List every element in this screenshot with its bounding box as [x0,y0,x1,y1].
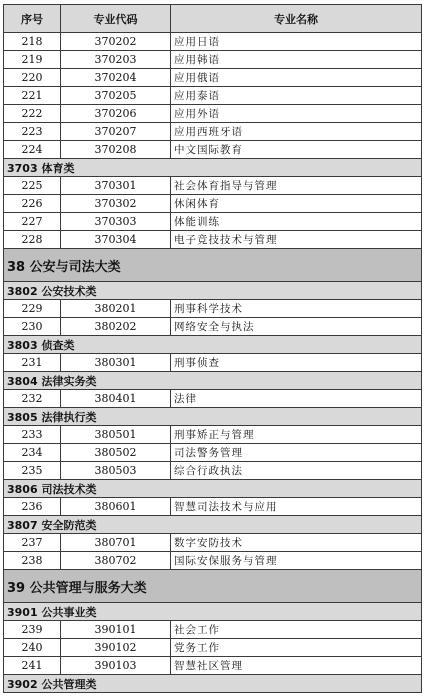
subcategory-row [4,516,422,534]
header-seq: 序号 [4,5,61,33]
name-cell: 应用韩语 [171,51,422,69]
subcategory-row [4,336,422,354]
name-cell: 社会工作 [171,621,422,639]
name-cell: 刑事侦查 [171,354,422,372]
code-cell: 370208 [61,141,171,159]
subcategory-row [4,480,422,498]
name-cell: 智慧司法技术与应用 [171,498,422,516]
name-cell: 法律 [171,390,422,408]
name-cell: 电子竞技技术与管理 [171,231,422,249]
table-row [4,657,422,675]
subcategory-label: 3802 公安技术类 [4,282,422,300]
table-row [4,300,422,318]
subcategory-label: 3901 公共事业类 [4,603,422,621]
table-row [4,498,422,516]
subcategory-label: 3703 体育类 [4,159,422,177]
seq-cell: 231 [4,354,61,372]
table-row [4,444,422,462]
seq-cell: 235 [4,462,61,480]
subcategory-row [4,675,422,693]
code-cell: 380503 [61,462,171,480]
table-row [4,69,422,87]
code-cell: 380601 [61,498,171,516]
name-cell: 应用外语 [171,105,422,123]
seq-cell: 222 [4,105,61,123]
subcategory-label: 3803 侦查类 [4,336,422,354]
table-row [4,195,422,213]
table-row [4,177,422,195]
name-cell: 数字安防技术 [171,534,422,552]
subcategory-row [4,372,422,390]
code-cell: 370302 [61,195,171,213]
seq-cell: 218 [4,33,61,51]
name-cell: 国际安保服务与管理 [171,552,422,570]
name-cell: 司法警务管理 [171,444,422,462]
major-category-row [4,249,422,282]
code-cell: 370303 [61,213,171,231]
name-cell: 刑事矫正与管理 [171,426,422,444]
seq-cell: 232 [4,390,61,408]
table-row [4,141,422,159]
subcategory-row [4,159,422,177]
table-row [4,123,422,141]
name-cell: 网络安全与执法 [171,318,422,336]
seq-cell: 241 [4,657,61,675]
code-cell: 390103 [61,657,171,675]
table-row [4,552,422,570]
name-cell: 应用泰语 [171,87,422,105]
name-cell: 应用日语 [171,33,422,51]
name-cell: 休闲体育 [171,195,422,213]
table-row [4,87,422,105]
seq-cell: 229 [4,300,61,318]
table-row [4,621,422,639]
code-cell: 370202 [61,33,171,51]
table-row [4,33,422,51]
header-row [4,5,422,33]
seq-cell: 221 [4,87,61,105]
code-cell: 380501 [61,426,171,444]
seq-cell: 223 [4,123,61,141]
seq-cell: 230 [4,318,61,336]
subcategory-label: 3807 安全防范类 [4,516,422,534]
subcategory-label: 3806 司法技术类 [4,480,422,498]
table-header [4,5,422,33]
code-cell: 380502 [61,444,171,462]
code-cell: 370301 [61,177,171,195]
major-category-row [4,570,422,603]
code-cell: 380202 [61,318,171,336]
code-cell: 380701 [61,534,171,552]
seq-cell: 234 [4,444,61,462]
seq-cell: 227 [4,213,61,231]
code-cell: 370207 [61,123,171,141]
name-cell: 党务工作 [171,639,422,657]
subcategory-label: 3804 法律实务类 [4,372,422,390]
subcategory-label: 3805 法律执行类 [4,408,422,426]
major-category-label: 39 公共管理与服务大类 [4,570,422,603]
table-row [4,426,422,444]
table-row [4,534,422,552]
table-row [4,354,422,372]
seq-cell: 225 [4,177,61,195]
name-cell: 应用俄语 [171,69,422,87]
table-row [4,231,422,249]
table-row [4,639,422,657]
table-row [4,105,422,123]
code-cell: 370205 [61,87,171,105]
code-cell: 370206 [61,105,171,123]
name-cell: 综合行政执法 [171,462,422,480]
subcategory-row [4,282,422,300]
code-cell: 390101 [61,621,171,639]
table-row [4,318,422,336]
seq-cell: 228 [4,231,61,249]
major-catalog-sheet [3,4,421,693]
name-cell: 应用西班牙语 [171,123,422,141]
name-cell: 智慧社区管理 [171,657,422,675]
table-row [4,462,422,480]
code-cell: 380201 [61,300,171,318]
seq-cell: 233 [4,426,61,444]
name-cell: 体能训练 [171,213,422,231]
seq-cell: 219 [4,51,61,69]
name-cell: 中文国际教育 [171,141,422,159]
code-cell: 370203 [61,51,171,69]
seq-cell: 239 [4,621,61,639]
name-cell: 刑事科学技术 [171,300,422,318]
name-cell: 社会体育指导与管理 [171,177,422,195]
seq-cell: 226 [4,195,61,213]
seq-cell: 224 [4,141,61,159]
subcategory-row [4,408,422,426]
seq-cell: 237 [4,534,61,552]
header-name: 专业名称 [171,5,422,33]
seq-cell: 240 [4,639,61,657]
table-row [4,390,422,408]
seq-cell: 238 [4,552,61,570]
seq-cell: 220 [4,69,61,87]
table-body [4,33,422,693]
code-cell: 380301 [61,354,171,372]
seq-cell: 236 [4,498,61,516]
code-cell: 380401 [61,390,171,408]
table-row [4,51,422,69]
code-cell: 370204 [61,69,171,87]
code-cell: 370304 [61,231,171,249]
code-cell: 390102 [61,639,171,657]
subcategory-row [4,603,422,621]
header-code: 专业代码 [61,5,171,33]
major-catalog-table [3,4,422,693]
table-row [4,213,422,231]
code-cell: 380702 [61,552,171,570]
subcategory-label: 3902 公共管理类 [4,675,422,693]
major-category-label: 38 公安与司法大类 [4,249,422,282]
